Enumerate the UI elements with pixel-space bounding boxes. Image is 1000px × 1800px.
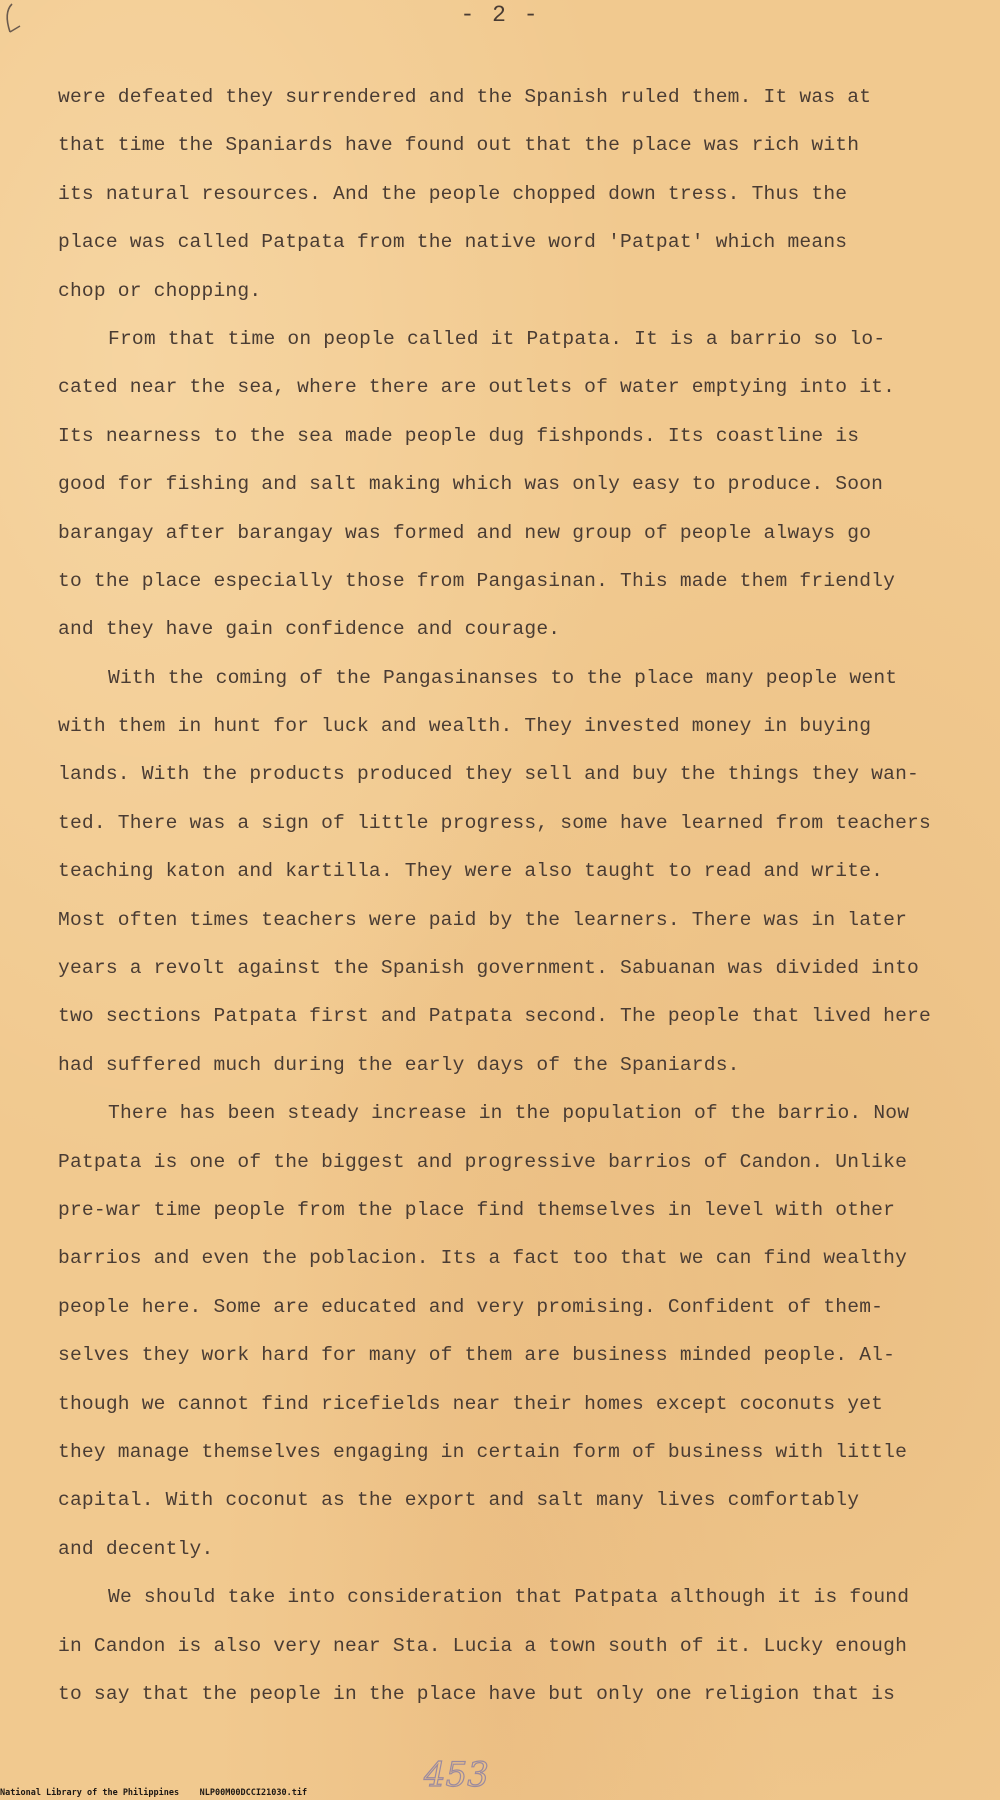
document-body: [58, 73, 968, 1718]
body-line: teaching katon and kartilla. They were also taught to read and write.: [58, 860, 884, 883]
body-line: lands. With the products produced they sell and buy the things they wan-: [58, 763, 919, 786]
body-line: they manage themselves engaging in certain form of business with little: [58, 1440, 908, 1463]
body-line: chop or chopping.: [58, 279, 262, 302]
paragraph-start-line: From that time on people called it Patpata. It is a barrio so lo-: [108, 327, 886, 350]
body-line: and they have gain confidence and courage.: [58, 618, 561, 641]
body-line: people here. Some are educated and very promising. Confident of them-: [58, 1295, 884, 1318]
footer-file-id: NLP00M00DCCI21030.tif: [199, 1788, 308, 1798]
body-line: were defeated they surrendered and the Spanish ruled them. It was at: [58, 86, 872, 108]
body-line: barangay after barangay was formed and new group of people always go: [58, 521, 872, 544]
body-line: selves they work hard for many of them are business minded people. Al-: [58, 1344, 896, 1367]
body-line: with them in hunt for luck and wealth. They invested money in buying: [58, 715, 872, 738]
footer-caption: [0, 1788, 307, 1798]
body-line: in Candon is also very near Sta. Lucia a town south of it. Lucky enough: [58, 1634, 908, 1657]
body-line: cated near the sea, where there are outlets of water emptying into it.: [58, 376, 896, 399]
body-line: Most often times teachers were paid by the learners. There was in later: [58, 908, 908, 931]
body-line: two sections Patpata first and Patpata second. The people that lived here: [58, 1005, 931, 1028]
paragraph-start-line: There has been steady increase in the population of the barrio. Now: [108, 1102, 910, 1125]
body-line: its natural resources. And the people chopped down tress. Thus the: [58, 182, 848, 205]
body-line: ted. There was a sign of little progress, some have learned from teachers: [58, 811, 931, 834]
body-line: good for fishing and salt making which was only easy to produce. Soon: [58, 473, 884, 496]
body-line: pre-war time people from the place find themselves in level with other: [58, 1198, 896, 1221]
body-line: capital. With coconut as the export and salt many lives comfortably: [58, 1489, 860, 1512]
body-line: that time the Spaniards have found out that the place was rich with: [58, 134, 860, 157]
handwritten-page-stamp: [420, 1748, 510, 1794]
footer-library: National Library of the Philippines: [0, 1788, 180, 1798]
body-line: Its nearness to the sea made people dug fishponds. Its coastline is: [58, 424, 860, 447]
body-line: to say that the people in the place have but only one religion that is: [58, 1682, 896, 1705]
body-line: barrios and even the poblacion. Its a fact too that we can find wealthy: [58, 1247, 908, 1270]
paragraph-start-line: With the coming of the Pangasinanses to the place many people went: [108, 666, 898, 689]
body-line: had suffered much during the early days of the Spaniards.: [58, 1053, 740, 1076]
stamp-number: 453: [424, 1755, 489, 1794]
paragraph-start-line: We should take into consideration that Patpata although it is found: [108, 1586, 910, 1609]
page-number: - 2 -: [460, 2, 540, 28]
body-line: and decently.: [58, 1537, 214, 1560]
body-line: though we cannot find ricefields near their homes except coconuts yet: [58, 1392, 884, 1415]
body-line: Patpata is one of the biggest and progressive barrios of Candon. Unlike: [58, 1150, 908, 1173]
body-line: to the place especially those from Pangasinan. This made them friendly: [58, 569, 896, 592]
body-line: years a revolt against the Spanish government. Sabuanan was divided into: [58, 957, 919, 980]
corner-pencil-mark: [0, 0, 40, 40]
body-line: place was called Patpata from the native word 'Patpat' which means: [58, 231, 848, 254]
